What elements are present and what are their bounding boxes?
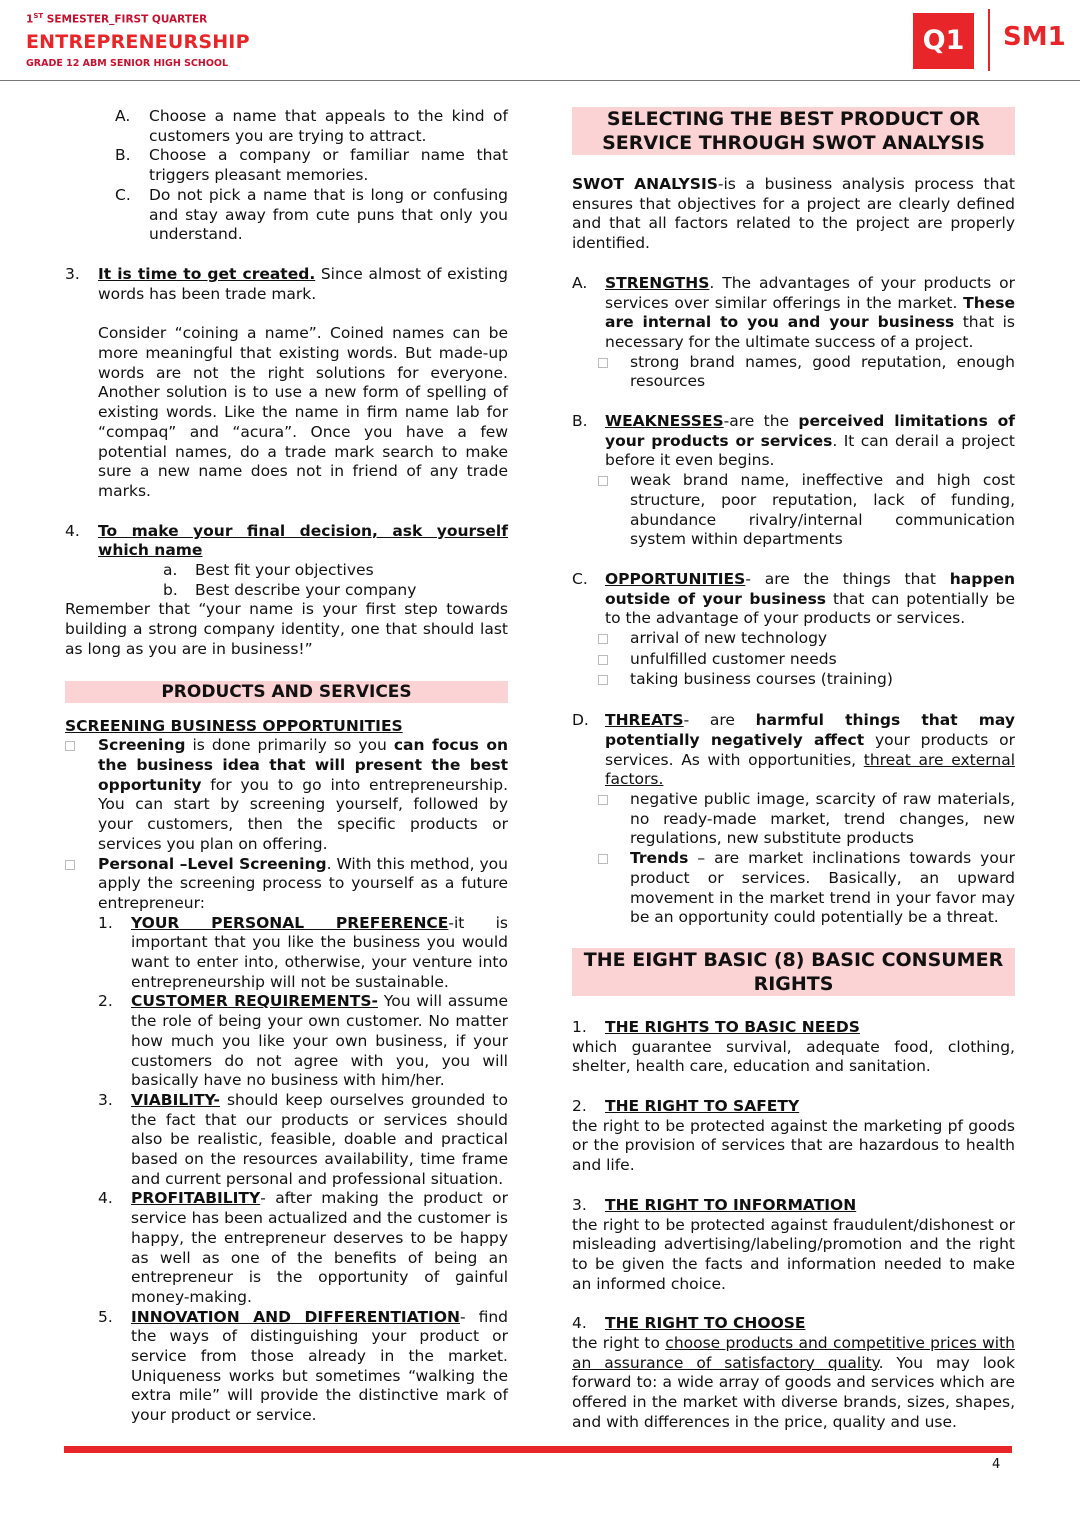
opportunities-list [598,629,1015,691]
header-rule [0,80,1080,81]
products-services-heading: PRODUCTS AND SERVICES [65,681,508,703]
right-item: 1. THE RIGHTS TO BASIC NEEDS which guarantee survival, adequate food, clothing, shelter, health care, education and sanitation. [572,1017,1015,1076]
list-item: weak brand name, ineffective and high cost structure, poor reputation, lack of funding, abundance rivalry/internal communication system within departments [598,471,1015,550]
checkbox-bullet-icon [598,795,608,805]
name-tips-list [115,107,508,245]
swot-heading: SELECTING THE BEST PRODUCT OR SERVICE THROUGH SWOT ANALYSIS [572,107,1015,155]
right-item: 3. THE RIGHT TO INFORMATION the right to be protected against fraudulent/dishonest or misleading advertising/labeling/promotion and the right to be given the facts and information needed to make an informed choice. [572,1195,1015,1293]
right-item: 2. THE RIGHT TO SAFETY the right to be protected against the marketing pf goods or the provision of services that are hazardous to health and life. [572,1097,1015,1175]
checkbox-bullet-icon [598,655,608,665]
right-column [572,107,1015,1433]
list-item: taking business courses (training) [598,670,1015,691]
list-item: a. Best fit your objectives [163,561,374,580]
criteria-list [98,914,508,1426]
swot-strengths: A. STRENGTHS. The advantages of your products or services over similar offerings in the market. These are internal to you and your business that is necessary for the ultimate success of a project. [572,273,1016,351]
personal-screening-bullet: Personal –Level Screening. With this method, you apply the screening process to yourself as a future entrepreneur: [65,855,508,914]
list-item: Trends – are market inclinations towards your product or services. Basically, an upward movement in the market trend in your favor may be an opportunity could potentially be a threat. [598,849,1015,928]
checkbox-bullet-icon [65,741,75,751]
page-number: 4 [992,1457,1001,1472]
list-item: 1. YOUR PERSONAL PREFERENCE-it is important that you like the business you would want to enter into, otherwise, your venture into entrepreneurship will not be sustainable. [98,913,508,991]
screening-heading: SCREENING BUSINESS OPPORTUNITIES [65,716,403,735]
swot-threats: D. THREATS- are harmful things that may potentially negatively affect your products or services. As with opportunities, threat are external factors. [572,711,1016,789]
grade-label: GRADE 12 ABM SENIOR HIGH SCHOOL [26,58,229,69]
threats-list [598,790,1015,928]
consumer-rights-list [572,1018,1015,1433]
list-item: A. Choose a name that appeals to the kind of customers you are trying to attract. [115,107,508,145]
quarter-badge: Q1 [913,13,974,69]
list-item: b. Best describe your company [163,580,417,599]
footer-bar [64,1446,1012,1453]
list-item: 5. INNOVATION AND DIFFERENTIATION- find the ways of distinguishing your product or service from those already in the market. Uniqueness works but sometimes “walking the extra mile” will provide the distinctive mark of your product or service. [98,1307,508,1425]
coining-paragraph: Consider “coining a name”. Coined names can be more meaningful that existing words. But made-up words are not the right solutions for everyone. Another solution is to use a new form of spelling of existing words. Like the name in firm name lab for “compaq” and “acura”. Once you have a few potential names, do a trade mark search to make sure a new name does not in friend of any trade marks. [98,324,508,500]
list-item: unfulfilled customer needs [598,650,1015,671]
checkbox-bullet-icon [65,860,75,870]
list-item: negative public image, scarcity of raw materials, no ready-made market, trend changes, new regulations, new substitute products [598,790,1015,849]
module-badge: SM1 [1003,22,1066,52]
semester-label: 1ST SEMESTER_FIRST QUARTER [26,12,208,26]
subject-title: ENTREPRENEURSHIP [26,31,250,53]
swot-opportunities: C. OPPORTUNITIES- are the things that happen outside of your business that can potentially be to the advantage of your products or services. [572,569,1015,628]
screening-bullet: Screening is done primarily so you can focus on the business idea that will present the best opportunity for you to go into entrepreneurship. You can start by screening yourself, followed by your customers, then the specific products or services you plan on offering. [65,736,508,854]
list-item: 4. PROFITABILITY- after making the product or service has been actualized and the customer is happy, the entrepreneur deserves to be happy as well as one of the benefits of being an entrepreneur is the opportunity of gainful money-making. [98,1189,508,1306]
step-3-title: It is time to get created. [98,264,316,283]
left-column [65,107,508,1426]
step-4-title: To make your final decision, ask yourself which name [98,521,508,560]
checkbox-bullet-icon [598,854,608,864]
consumer-rights-heading: THE EIGHT BASIC (8) BASIC CONSUMER RIGHTS [572,948,1015,996]
list-item: 2. CUSTOMER REQUIREMENTS- You will assume the role of being your own customer. No matter how much you like your own business, if your customers do not agree with you, you will basically have no business with him/her. [98,992,509,1090]
list-item: arrival of new technology [598,629,1015,650]
checkbox-bullet-icon [598,634,608,644]
list-item: 3. VIABILITY- should keep ourselves grounded to the fact that our products or services should also be realistic, feasible, doable and practical based on the resources availability, time frame and current personal and professional situation. [98,1090,508,1188]
right-item: 4. THE RIGHT TO CHOOSE the right to choose products and competitive prices with an assurance of satisfactory quality. You may look forward to: a wide array of goods and services which are offered in the market with diverse brands, sizes, shapes, and with differences in the price, quality and use. [572,1314,1016,1431]
swot-definition: SWOT ANALYSIS-is a business analysis process that ensures that objectives for a project are clearly defined and that all factors related to the project are properly identified. [572,175,1015,253]
step-4-options [163,561,508,600]
list-item: C. Do not pick a name that is long or confusing and stay away from cute puns that only you understand. [115,185,508,244]
checkbox-bullet-icon [598,358,608,368]
list-item: strong brand names, good reputation, enough resources [598,353,1015,392]
checkbox-bullet-icon [598,675,608,685]
step-3: 3. It is time to get created. Since almost of existing words has been trade mark. [65,264,508,303]
list-item: B. Choose a company or familiar name that triggers pleasant memories. [115,146,508,185]
remember-paragraph: Remember that “your name is your first step towards building a strong company identity, one that should last as long as you are in business!” [65,600,508,658]
swot-weaknesses: B. WEAKNESSES-are the perceived limitations of your products or services. It can derail a project before it even begins. [572,412,1015,470]
checkbox-bullet-icon [598,476,608,486]
header-divider [988,9,990,71]
step-4: 4. To make your final decision, ask yourself which name [65,521,508,560]
